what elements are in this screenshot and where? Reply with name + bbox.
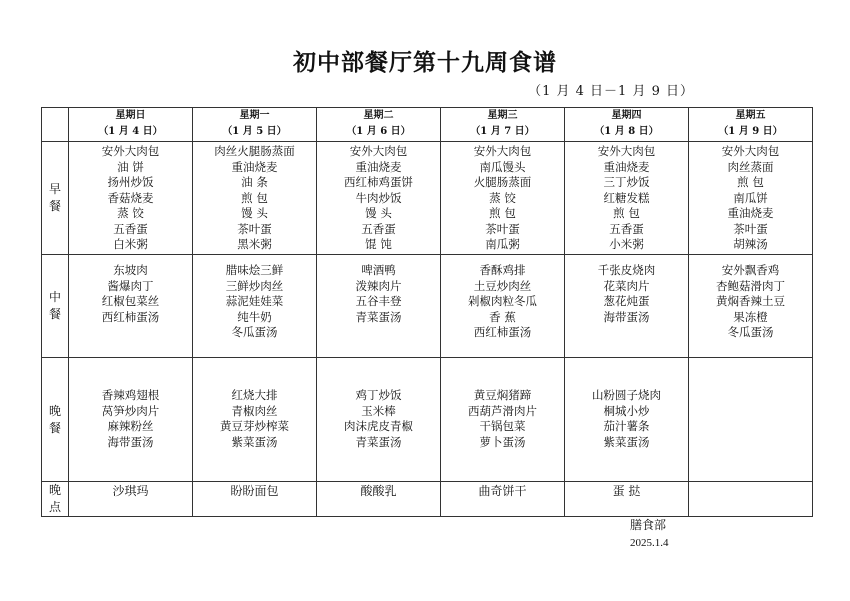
dish-item: 千张皮烧肉 [597,263,656,277]
dish-item: 馒 头 [365,206,392,220]
dish-item: 黑米粥 [237,237,272,251]
dish-item: 冬瓜蛋汤 [231,325,278,339]
dish-item: 安外大肉包 [101,144,160,158]
dish-item: 杏鲍菇滑肉丁 [716,278,785,293]
dish-item: 南瓜饼 [733,190,768,205]
dish-item: 安外大肉包 [349,144,408,158]
dish-item: 山粉圆子烧肉 [592,388,661,402]
dish-item: 茶叶蛋 [237,221,272,236]
dish-item: 南瓜馒头 [479,159,526,174]
dish-item: 胡辣汤 [733,237,768,251]
header-row [42,108,813,142]
dish-item: 肉沫虎皮青椒 [344,419,413,433]
meal-label-lunch: 中 餐 [42,255,69,358]
lunch-row [42,255,813,358]
dish-item: 萝卜蛋汤 [479,434,526,449]
dish-item: 海带蛋汤 [603,309,650,324]
meal-label-breakfast: 早 餐 [42,142,69,255]
dish-item: 黄豆焖猪蹄 [473,388,532,402]
dish-item: 重油烧麦 [231,159,278,174]
dish-item: 紫菜蛋汤 [231,434,278,449]
dish-item: 南瓜粥 [485,237,520,251]
dish-item: 红椒包菜丝 [101,294,160,308]
dish-item: 三丁炒饭 [603,175,650,189]
day-name: 星期三 [487,110,518,121]
snack-cell [69,482,193,517]
dish-item: 纯牛奶 [237,309,272,324]
dish-item: 西葫芦滑肉片 [468,403,537,418]
menu-cell [317,255,441,358]
dish-item: 麻辣粉丝 [107,419,154,433]
day-name: 星期四 [611,110,642,121]
menu-cell [193,142,317,255]
dish-item: 香酥鸡排 [479,263,526,277]
day-header [689,108,813,142]
menu-cell [317,358,441,482]
dish-item: 安外大肉包 [721,144,780,158]
snack-cell [689,482,813,517]
dish-item: 重油烧麦 [603,159,650,174]
snack-item: 酸酸乳 [360,484,397,498]
menu-cell [69,358,193,482]
menu-cell [317,142,441,255]
page-title: 初中部餐厅第十九周食谱 [293,49,557,76]
dish-item: 茄汁薯条 [603,419,650,433]
dish-item: 花菜肉片 [603,278,650,293]
dish-item: 安外飘香鸡 [721,263,780,277]
meal-label-dinner: 晚 餐 [42,358,69,482]
day-header [565,108,689,142]
dish-item: 煎 包 [241,190,268,205]
dish-item: 鸡丁炒饭 [355,388,402,402]
dish-item: 酱爆肉丁 [107,278,154,293]
snack-item: 曲奇饼干 [478,484,527,498]
day-name: 星期五 [735,110,766,121]
dish-item: 冬瓜蛋汤 [727,325,774,339]
dish-item: 红烧大排 [231,388,278,402]
snack-cell [441,482,565,517]
dish-item: 果冻橙 [733,309,768,324]
snack-cell [317,482,441,517]
menu-table [41,107,813,517]
date-range: （1 月 4 日－1 月 9 日） [528,84,694,99]
dish-item: 紫菜蛋汤 [603,434,650,449]
dish-item: 五香蛋 [609,221,644,236]
dish-item: 黄焖香辣土豆 [716,294,785,308]
dish-item: 玉米棒 [361,403,396,418]
dish-item: 重油烧麦 [355,159,402,174]
menu-cell [69,142,193,255]
dish-item: 肉丝蒸面 [727,159,774,174]
menu-cell [441,358,565,482]
dish-item: 扬州炒饭 [107,175,154,189]
menu-cell [69,255,193,358]
dish-item: 腊味烩三鲜 [225,263,284,277]
dish-item: 东坡肉 [113,263,148,277]
dish-item: 香菇烧麦 [107,190,154,205]
menu-cell [689,142,813,255]
menu-cell [565,255,689,358]
menu-cell [565,142,689,255]
menu-cell [193,255,317,358]
dish-item: 三鲜炒肉丝 [225,278,284,293]
day-header [193,108,317,142]
dish-item: 油 饼 [117,159,144,174]
dish-item: 干锅包菜 [479,419,526,433]
dish-item: 五谷丰登 [355,294,402,308]
dish-item: 青菜蛋汤 [355,434,402,449]
day-header [317,108,441,142]
snack-item: 沙琪玛 [112,484,149,498]
dish-item: 馄 饨 [365,237,392,251]
menu-cell [193,358,317,482]
day-date: （1 月 9 日） [718,126,783,137]
menu-cell [689,255,813,358]
dish-item: 茶叶蛋 [485,221,520,236]
meal-label-snack: 晚 点 [42,482,69,517]
snack-cell [193,482,317,517]
day-date: （1 月 8 日） [594,126,659,137]
dish-item: 西红柿鸡蛋饼 [344,175,413,189]
day-date: （1 月 7 日） [470,126,535,137]
menu-cell [441,142,565,255]
dish-item: 海带蛋汤 [107,434,154,449]
menu-cell [441,255,565,358]
dish-item: 葱花炖蛋 [603,294,650,308]
day-date: （1 月 6 日） [346,126,411,137]
dish-item: 小米粥 [609,237,644,251]
dish-item: 土豆炒肉丝 [473,278,532,293]
dish-item: 油 条 [241,175,268,189]
dish-item: 西红柿蛋汤 [101,309,160,324]
footer-date: 2025.1.4 [630,537,669,549]
dish-item: 青椒肉丝 [231,403,278,418]
dish-item: 白米粥 [113,237,148,251]
dish-item: 黄豆芽炒榨菜 [220,419,289,433]
dish-item: 蒸 饺 [117,206,144,220]
dish-item: 煎 包 [737,175,764,189]
dish-item: 西红柿蛋汤 [473,325,532,339]
dish-item: 香 蕉 [489,309,516,324]
footer-department: 膳食部 [630,518,667,532]
dish-item: 剁椒肉粒冬瓜 [468,294,537,308]
dish-item: 莴笋炒肉片 [101,403,160,418]
dish-item: 安外大肉包 [473,144,532,158]
day-name: 星期日 [115,110,146,121]
day-name: 星期一 [239,110,270,121]
menu-cell [689,358,813,482]
day-date: （1 月 5 日） [222,126,287,137]
dish-item: 蒜泥娃娃菜 [225,294,284,308]
corner-cell [42,108,69,142]
dish-item: 五香蛋 [361,221,396,236]
day-header [441,108,565,142]
breakfast-row [42,142,813,255]
dish-item: 香辣鸡翅根 [101,388,160,402]
dish-item: 火腿肠蒸面 [473,175,532,189]
menu-cell [565,358,689,482]
day-date: （1 月 4 日） [98,126,163,137]
dish-item: 煎 包 [489,206,516,220]
dish-item: 啤酒鸭 [361,263,396,277]
dish-item: 红糖发糕 [603,190,650,205]
snack-item: 蛋 挞 [612,484,641,498]
dish-item: 牛肉炒饭 [355,190,402,205]
dish-item: 重油烧麦 [727,206,774,220]
dish-item: 桐城小炒 [603,403,650,418]
snack-row [42,482,813,517]
dish-item: 馒 头 [241,206,268,220]
dish-item: 安外大肉包 [597,144,656,158]
day-header [69,108,193,142]
dish-item: 蒸 饺 [489,190,516,205]
dish-item: 泼辣肉片 [355,278,402,293]
dish-item: 煎 包 [613,206,640,220]
dinner-row [42,358,813,482]
snack-item: 盼盼面包 [230,484,279,498]
dish-item: 五香蛋 [113,221,148,236]
snack-cell [565,482,689,517]
dish-item: 青菜蛋汤 [355,309,402,324]
day-name: 星期二 [363,110,394,121]
dish-item: 茶叶蛋 [733,221,768,236]
dish-item: 肉丝火腿肠蒸面 [214,144,295,158]
